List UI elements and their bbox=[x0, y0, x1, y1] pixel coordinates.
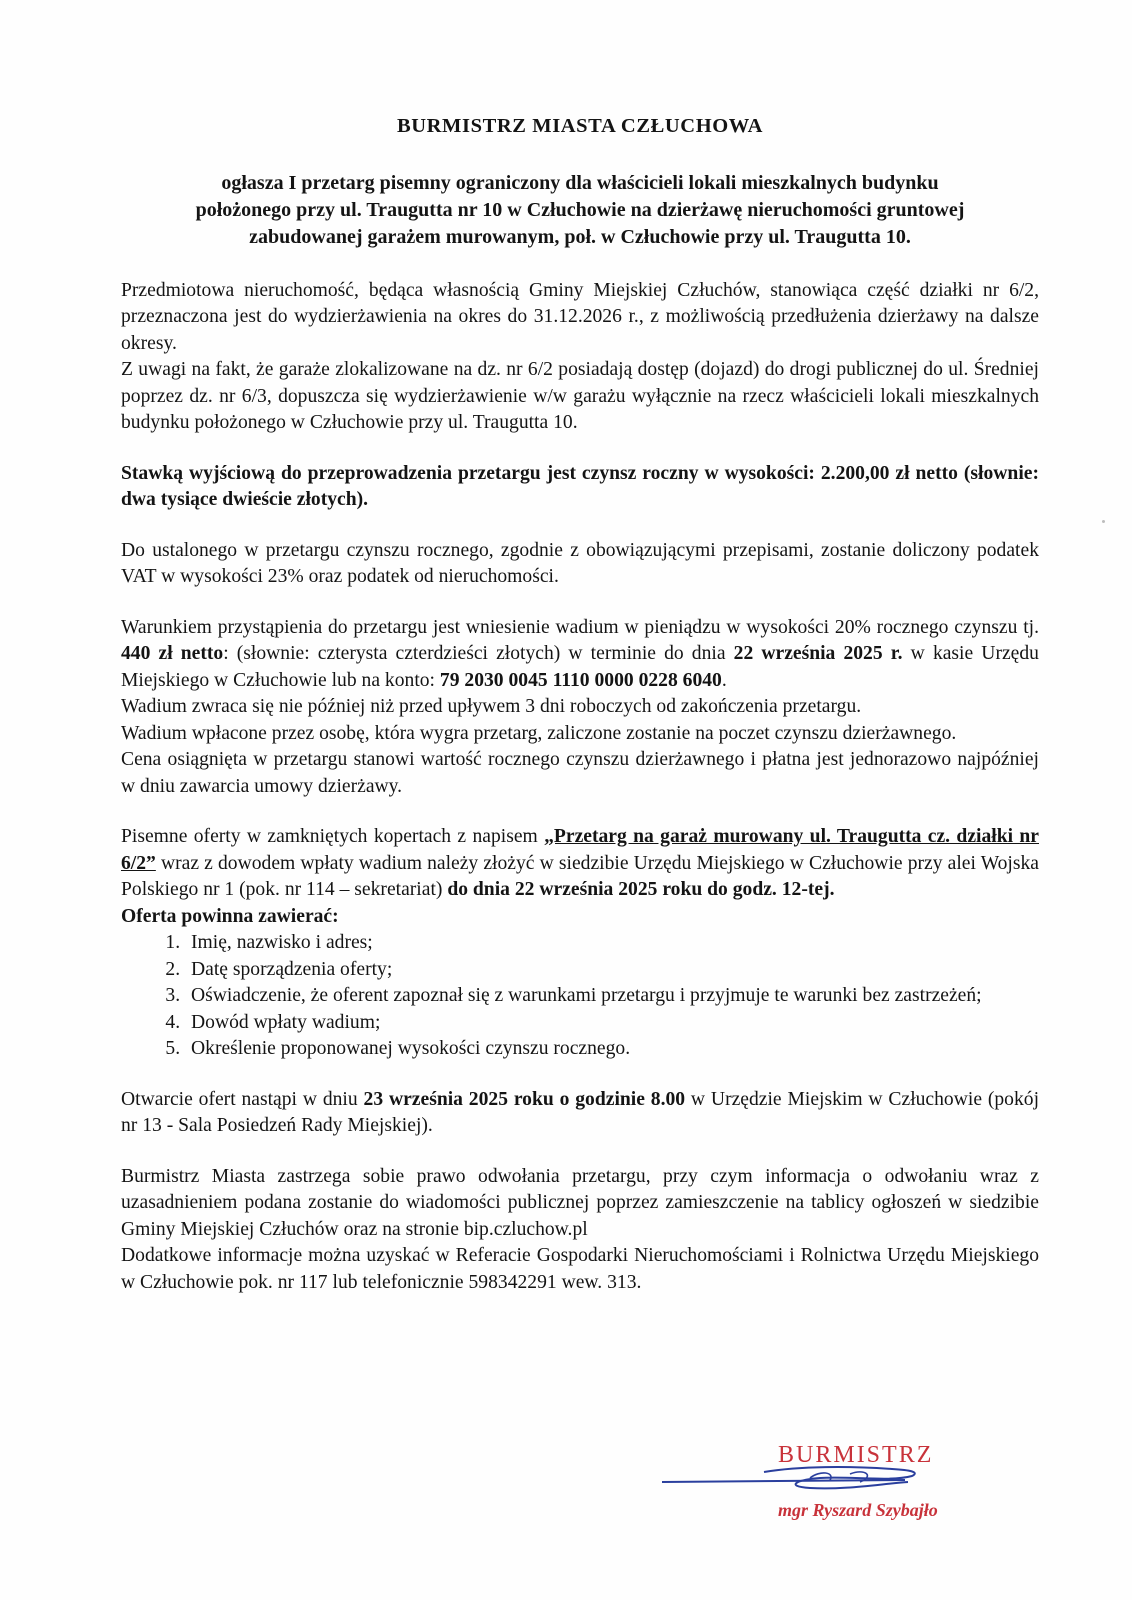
headline-line: zabudowanej garażem murowanym, poł. w Człuchowie przy ul. Traugutta 10. bbox=[249, 225, 911, 248]
cancellation-right: Burmistrz Miasta zastrzega sobie prawo odwołania przetargu, przy czym informacja o odwołaniu wraz z uzasadnieniem podana zostanie do wiadomości publicznej poprzez zamieszczenie na tablicy ogłoszeń w siedzibie Gminy Miejskiej Człuchów oraz na stronie bip.czluchow.pl bbox=[121, 1165, 1039, 1240]
deposit-text: w kasie Urzędu Miejskiego w Człuchowie lub na konto: bbox=[121, 643, 1039, 691]
handwritten-signature bbox=[660, 1442, 990, 1552]
signatory-name: mgr Ryszard Szybajło bbox=[778, 1500, 938, 1520]
offer-opening bbox=[121, 1087, 1039, 1140]
property-description: Przedmiotowa nieruchomość, będąca własnością Gminy Miejskiej Człuchów, stanowiąca część działki nr 6/2, przeznaczona jest do wydzierżawienia na okres do 31.12.2026 r., z możliwością przedłużenia dzierżawy na dalsze okresy. bbox=[121, 279, 1039, 354]
headline-line: położonego przy ul. Traugutta nr 10 w Człuchowie na dzierżawę nieruchomości gruntowej bbox=[195, 198, 965, 221]
deposit-conditions bbox=[121, 615, 1039, 695]
price-terms: Cena osiągnięta w przetargu stanowi wartość rocznego czynszu dzierżawnego i płatna jest jednorazowo najpóźniej w dniu zawarcia umowy dzierżawy. bbox=[121, 749, 1039, 797]
bank-account-number: 79 2030 0045 1110 0000 0228 6040 bbox=[439, 669, 722, 691]
opening-datetime: 23 września 2025 roku o godzinie 8.00 bbox=[363, 1088, 686, 1110]
deposit-amount: 440 zł netto bbox=[121, 643, 224, 664]
envelope-label: „Przetarg na garaż murowany ul. Traugutta cz. działki nr 6/2” bbox=[121, 826, 1039, 874]
offer-deadline: do dnia 22 września 2025 roku do godz. 12-tej. bbox=[447, 879, 835, 900]
announcement-headline bbox=[121, 170, 1039, 251]
vat-note: Do ustalonego w przetargu czynszu rocznego, zgodnie z obowiązującymi przepisami, zostanie doliczony podatek VAT w wysokości 23% oraz podatek od nieruchomości. bbox=[121, 539, 1039, 587]
contact-info: Dodatkowe informacje można uzyskać w Referacie Gospodarki Nieruchomościami i Rolnictwa Urzędu Miejskiego w Człuchowie pok. nr 117 lub telefonicznie 598342291 wew. 313. bbox=[121, 1245, 1039, 1293]
starting-rate-text: Stawką wyjściową do przeprowadzenia przetargu jest czynsz roczny w wysokości: 2.200,00 zł netto (słownie: dwa tysiące dwieście złotych). bbox=[121, 462, 1039, 510]
starting-rate bbox=[121, 461, 1039, 514]
scan-speck bbox=[1102, 520, 1105, 523]
opening-text: w Urzędzie Miejskim w Człuchowie (pokój nr 13 - Sala Posiedzeń Rady Miejskiej). bbox=[121, 1088, 1040, 1136]
list-item: 2. Datę sporządzenia oferty; bbox=[185, 957, 1039, 984]
deposit-text: Warunkiem przystąpienia do przetargu jest wniesienie wadium w pieniądzu w wysokości 20% rocznego czynszu tj. bbox=[121, 616, 1039, 638]
deposit-text: . bbox=[721, 669, 727, 691]
document-body bbox=[121, 113, 1039, 1296]
offer-contents-title-text: Oferta powinna zawierać: bbox=[121, 905, 339, 927]
offer-contents-list bbox=[121, 930, 1039, 1063]
deposit-text: : (słownie: czterysta czterdzieści złotych) w terminie do dnia bbox=[223, 643, 734, 664]
signature-stamp bbox=[660, 1442, 990, 1552]
deposit-date: 22 września 2025 r. bbox=[733, 643, 903, 664]
offer-text: wraz z dowodem wpłaty wadium należy złożyć w siedzibie Urzędu Miejskiego w Człuchowie przy alei Wojska Polskiego nr 1 (pok. nr 114 – sekretariat) bbox=[121, 852, 1039, 900]
document-heading: BURMISTRZ MIASTA CZŁUCHOWA bbox=[396, 115, 764, 137]
list-item: 1. Imię, nazwisko i adres; bbox=[185, 930, 1039, 957]
stamp-title: BURMISTRZ bbox=[778, 1442, 934, 1468]
opening-text: Otwarcie ofert nastąpi w dniu bbox=[121, 1088, 364, 1110]
offer-text: Pisemne oferty w zamkniętych kopertach z napisem bbox=[121, 826, 545, 847]
headline-line: ogłasza I przetarg pisemny ograniczony dla właścicieli lokali mieszkalnych budynku bbox=[221, 171, 939, 194]
deposit-return: Wadium zwraca się nie później niż przed upływem 3 dni roboczych od zakończenia przetargu. bbox=[121, 696, 862, 717]
access-restriction: Z uwagi na fakt, że garaże zlokalizowane na dz. nr 6/2 posiadają dostęp (dojazd) do drogi publicznej do ul. Średniej poprzez dz. nr 6/3, dopuszcza się wydzierżawienie w/w garażu wyłącznie na rzecz właścicieli lokali mieszkalnych budynku położonego w Człuchowie przy ul. Traugutta 10. bbox=[121, 359, 1039, 433]
list-item: 5. Określenie proponowanej wysokości czynszu rocznego. bbox=[185, 1036, 1039, 1063]
offer-submission bbox=[121, 824, 1039, 904]
list-item: 3. Oświadczenie, że oferent zapoznał się z warunkami przetargu i przyjmuje te warunki bez zastrzeżeń; bbox=[185, 983, 1039, 1010]
list-item: 4. Dowód wpłaty wadium; bbox=[185, 1010, 1039, 1037]
offer-contents-title bbox=[121, 904, 1039, 931]
deposit-credit: Wadium wpłacone przez osobę, która wygra przetarg, zaliczone zostanie na poczet czynszu dzierżawnego. bbox=[121, 722, 957, 744]
